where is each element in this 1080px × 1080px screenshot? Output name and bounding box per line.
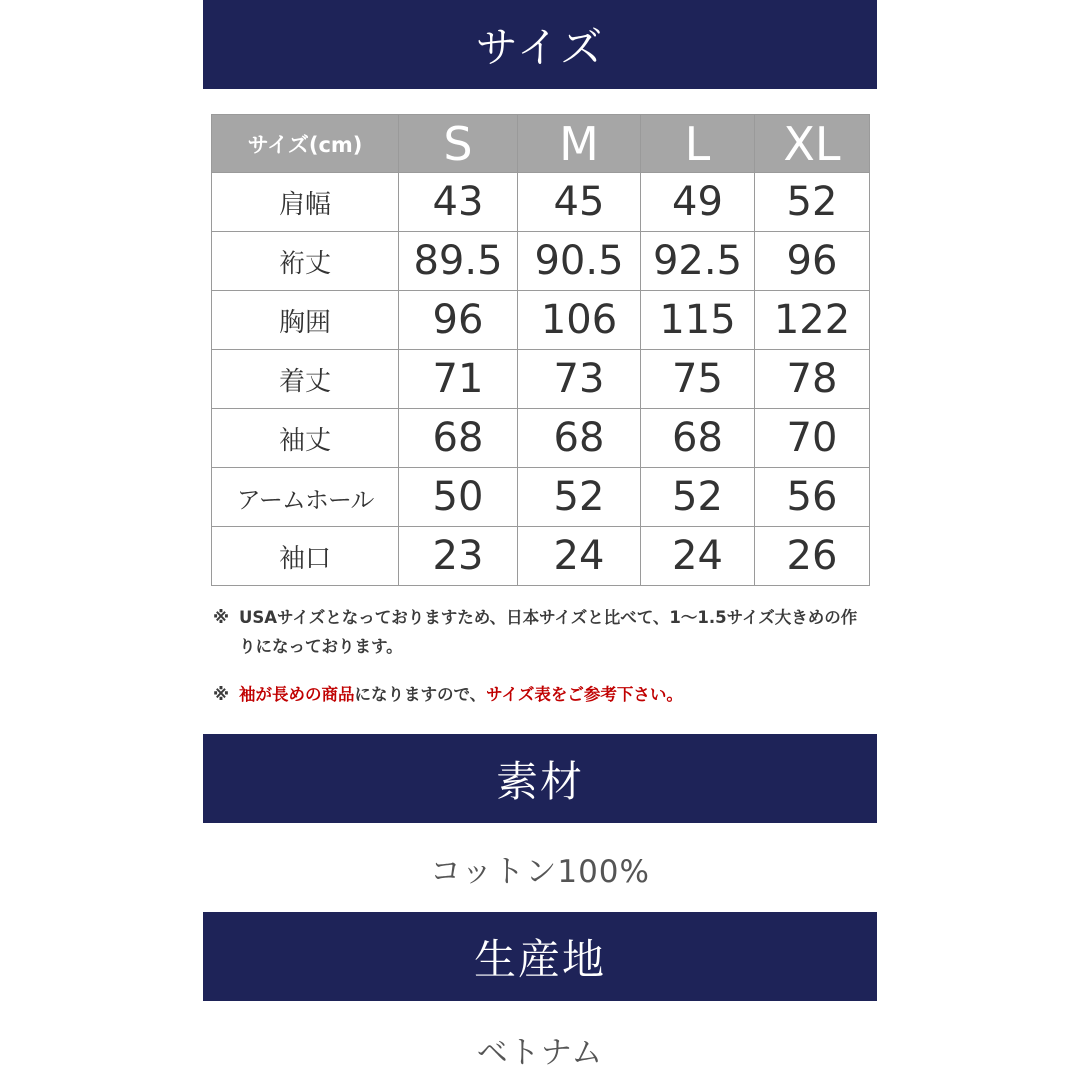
product-info-column xyxy=(203,0,877,1080)
table-cell: 90.5 xyxy=(518,232,641,291)
table-cell: 24 xyxy=(518,527,641,586)
note-text: USAサイズとなっておりますため、日本サイズと比べて、1〜1.5サイズ大きめの作りになっております。 xyxy=(239,608,858,656)
note-mark: ※ xyxy=(213,608,230,627)
table-cell: 106 xyxy=(518,291,641,350)
size-section-banner xyxy=(203,0,877,89)
size-header-l: L xyxy=(641,115,755,173)
usa-size-note xyxy=(213,603,873,661)
table-cell: 92.5 xyxy=(641,232,755,291)
table-cell: 68 xyxy=(518,409,641,468)
table-cell: 73 xyxy=(518,350,641,409)
note-plain-text: になりますので、 xyxy=(354,685,487,704)
row-label-armhole: アームホール xyxy=(212,468,399,527)
row-label-shoulder-width: 肩幅 xyxy=(212,173,399,232)
table-row xyxy=(212,468,870,527)
table-cell: 96 xyxy=(399,291,518,350)
table-cell: 68 xyxy=(399,409,518,468)
table-cell: 122 xyxy=(755,291,870,350)
row-label-cuff: 袖口 xyxy=(212,527,399,586)
size-table-header-row xyxy=(212,115,870,173)
table-cell: 43 xyxy=(399,173,518,232)
table-cell: 52 xyxy=(755,173,870,232)
table-cell: 89.5 xyxy=(399,232,518,291)
table-cell: 68 xyxy=(641,409,755,468)
table-cell: 70 xyxy=(755,409,870,468)
table-row xyxy=(212,291,870,350)
row-label-body-length: 着丈 xyxy=(212,350,399,409)
table-row xyxy=(212,232,870,291)
table-cell: 49 xyxy=(641,173,755,232)
material-value: コットン100% xyxy=(429,854,650,890)
note-highlight-long-sleeve: 袖が長めの商品 xyxy=(239,685,355,704)
table-cell: 78 xyxy=(755,350,870,409)
size-table-header-label: サイズ(cm) xyxy=(212,115,399,173)
table-cell: 45 xyxy=(518,173,641,232)
table-row xyxy=(212,173,870,232)
size-table xyxy=(211,114,870,586)
table-cell: 24 xyxy=(641,527,755,586)
table-row xyxy=(212,527,870,586)
row-label-sleeve-length: 袖丈 xyxy=(212,409,399,468)
size-header-xl: XL xyxy=(755,115,870,173)
table-row xyxy=(212,350,870,409)
table-cell: 71 xyxy=(399,350,518,409)
size-header-s: S xyxy=(399,115,518,173)
table-cell: 23 xyxy=(399,527,518,586)
table-cell: 26 xyxy=(755,527,870,586)
origin-value: ベトナム xyxy=(476,1035,604,1071)
note-text xyxy=(213,680,873,709)
note-mark: ※ xyxy=(213,685,230,704)
table-cell: 96 xyxy=(755,232,870,291)
table-cell: 50 xyxy=(399,468,518,527)
material-section-title: 素材 xyxy=(495,756,584,806)
table-cell: 52 xyxy=(518,468,641,527)
table-cell: 115 xyxy=(641,291,755,350)
size-section-title: サイズ xyxy=(475,22,605,72)
origin-section-title: 生産地 xyxy=(473,934,606,984)
table-cell: 56 xyxy=(755,468,870,527)
origin-section-banner xyxy=(203,912,877,1001)
note-highlight-size-table: サイズ表をご参考下さい。 xyxy=(486,685,683,704)
long-sleeve-note xyxy=(213,680,873,709)
material-section-banner xyxy=(203,734,877,823)
table-row xyxy=(212,409,870,468)
size-header-m: M xyxy=(518,115,641,173)
row-label-chest: 胸囲 xyxy=(212,291,399,350)
table-cell: 52 xyxy=(641,468,755,527)
table-cell: 75 xyxy=(641,350,755,409)
row-label-sleeve-length-from-neck: 裄丈 xyxy=(212,232,399,291)
